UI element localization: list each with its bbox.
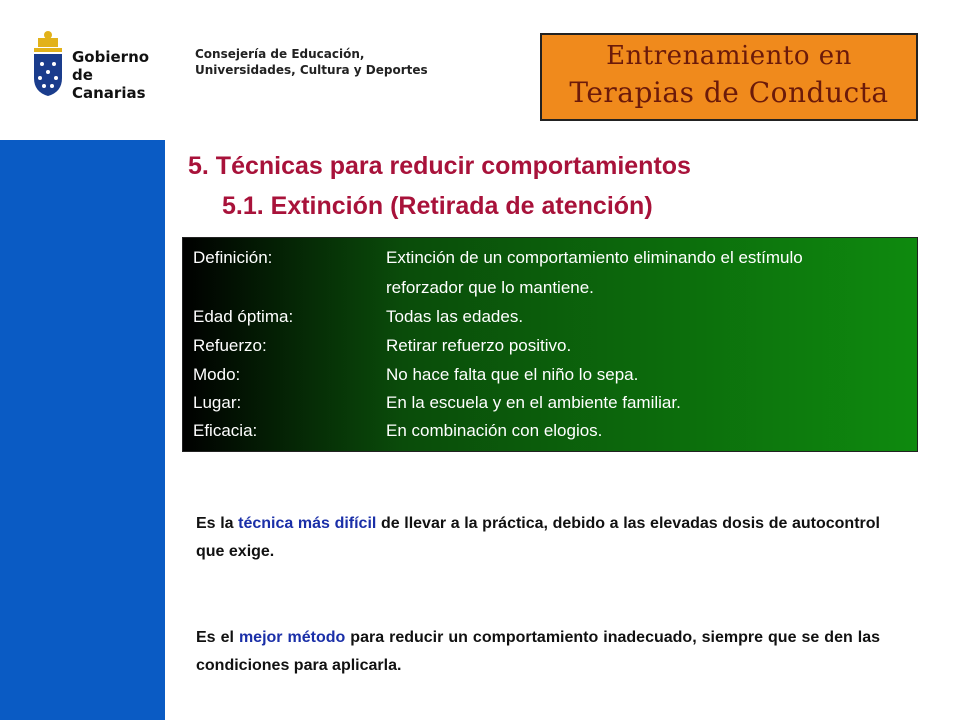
badge-line2: Terapias de Conducta xyxy=(569,76,889,109)
government-name-line2: de Canarias xyxy=(72,66,146,102)
definition-key: Eficacia: xyxy=(193,421,258,440)
definition-box xyxy=(182,237,918,452)
government-name-line1: Gobierno xyxy=(72,48,150,66)
definition-value: No hace falta que el niño lo sepa. xyxy=(386,365,639,384)
section-title: 5. Técnicas para reducir comportamientos xyxy=(188,152,691,180)
highlighted-phrase: mejor método xyxy=(238,629,346,646)
paragraph-text: para reducir un comportamiento inadecuado, siempre que se den las condiciones para aplicarla. xyxy=(196,629,880,674)
definition-key: Edad óptima: xyxy=(193,307,294,326)
department-line1: Consejería de Educación, xyxy=(195,47,365,61)
badge-line1: Entrenamiento en xyxy=(606,41,852,71)
paragraph-text: Es la xyxy=(196,515,239,532)
definition-value: Retirar refuerzo positivo. xyxy=(386,336,572,355)
definition-value: Todas las edades. xyxy=(386,307,524,326)
coat-of-arms-icon xyxy=(28,30,68,98)
definition-key: Refuerzo: xyxy=(193,336,267,355)
definition-key: Definición: xyxy=(193,248,273,267)
paragraph-difficulty xyxy=(196,510,880,566)
definition-value: En la escuela y en el ambiente familiar. xyxy=(386,393,681,412)
highlighted-phrase: técnica más difícil xyxy=(238,515,377,532)
definition-value: En combinación con elogios. xyxy=(386,421,603,440)
course-badge xyxy=(540,33,918,121)
subsection-title: 5.1. Extinción (Retirada de atención) xyxy=(222,192,653,220)
department-name xyxy=(195,46,428,78)
paragraph-text: Es el xyxy=(196,629,239,646)
department-line2: Universidades, Cultura y Deportes xyxy=(195,63,428,77)
government-logo xyxy=(28,30,168,100)
sidebar-bar xyxy=(0,140,165,720)
government-name xyxy=(72,48,168,102)
definition-key: Modo: xyxy=(193,365,241,384)
definition-key: Lugar: xyxy=(193,393,242,412)
paragraph-text: de llevar a la práctica, debido a las elevadas dosis de autocontrol que exige. xyxy=(196,515,880,560)
definition-value: Extinción de un comportamiento eliminando el estímulo xyxy=(386,248,803,267)
definition-value: reforzador que lo mantiene. xyxy=(386,278,594,297)
paragraph-best-method xyxy=(196,624,880,680)
